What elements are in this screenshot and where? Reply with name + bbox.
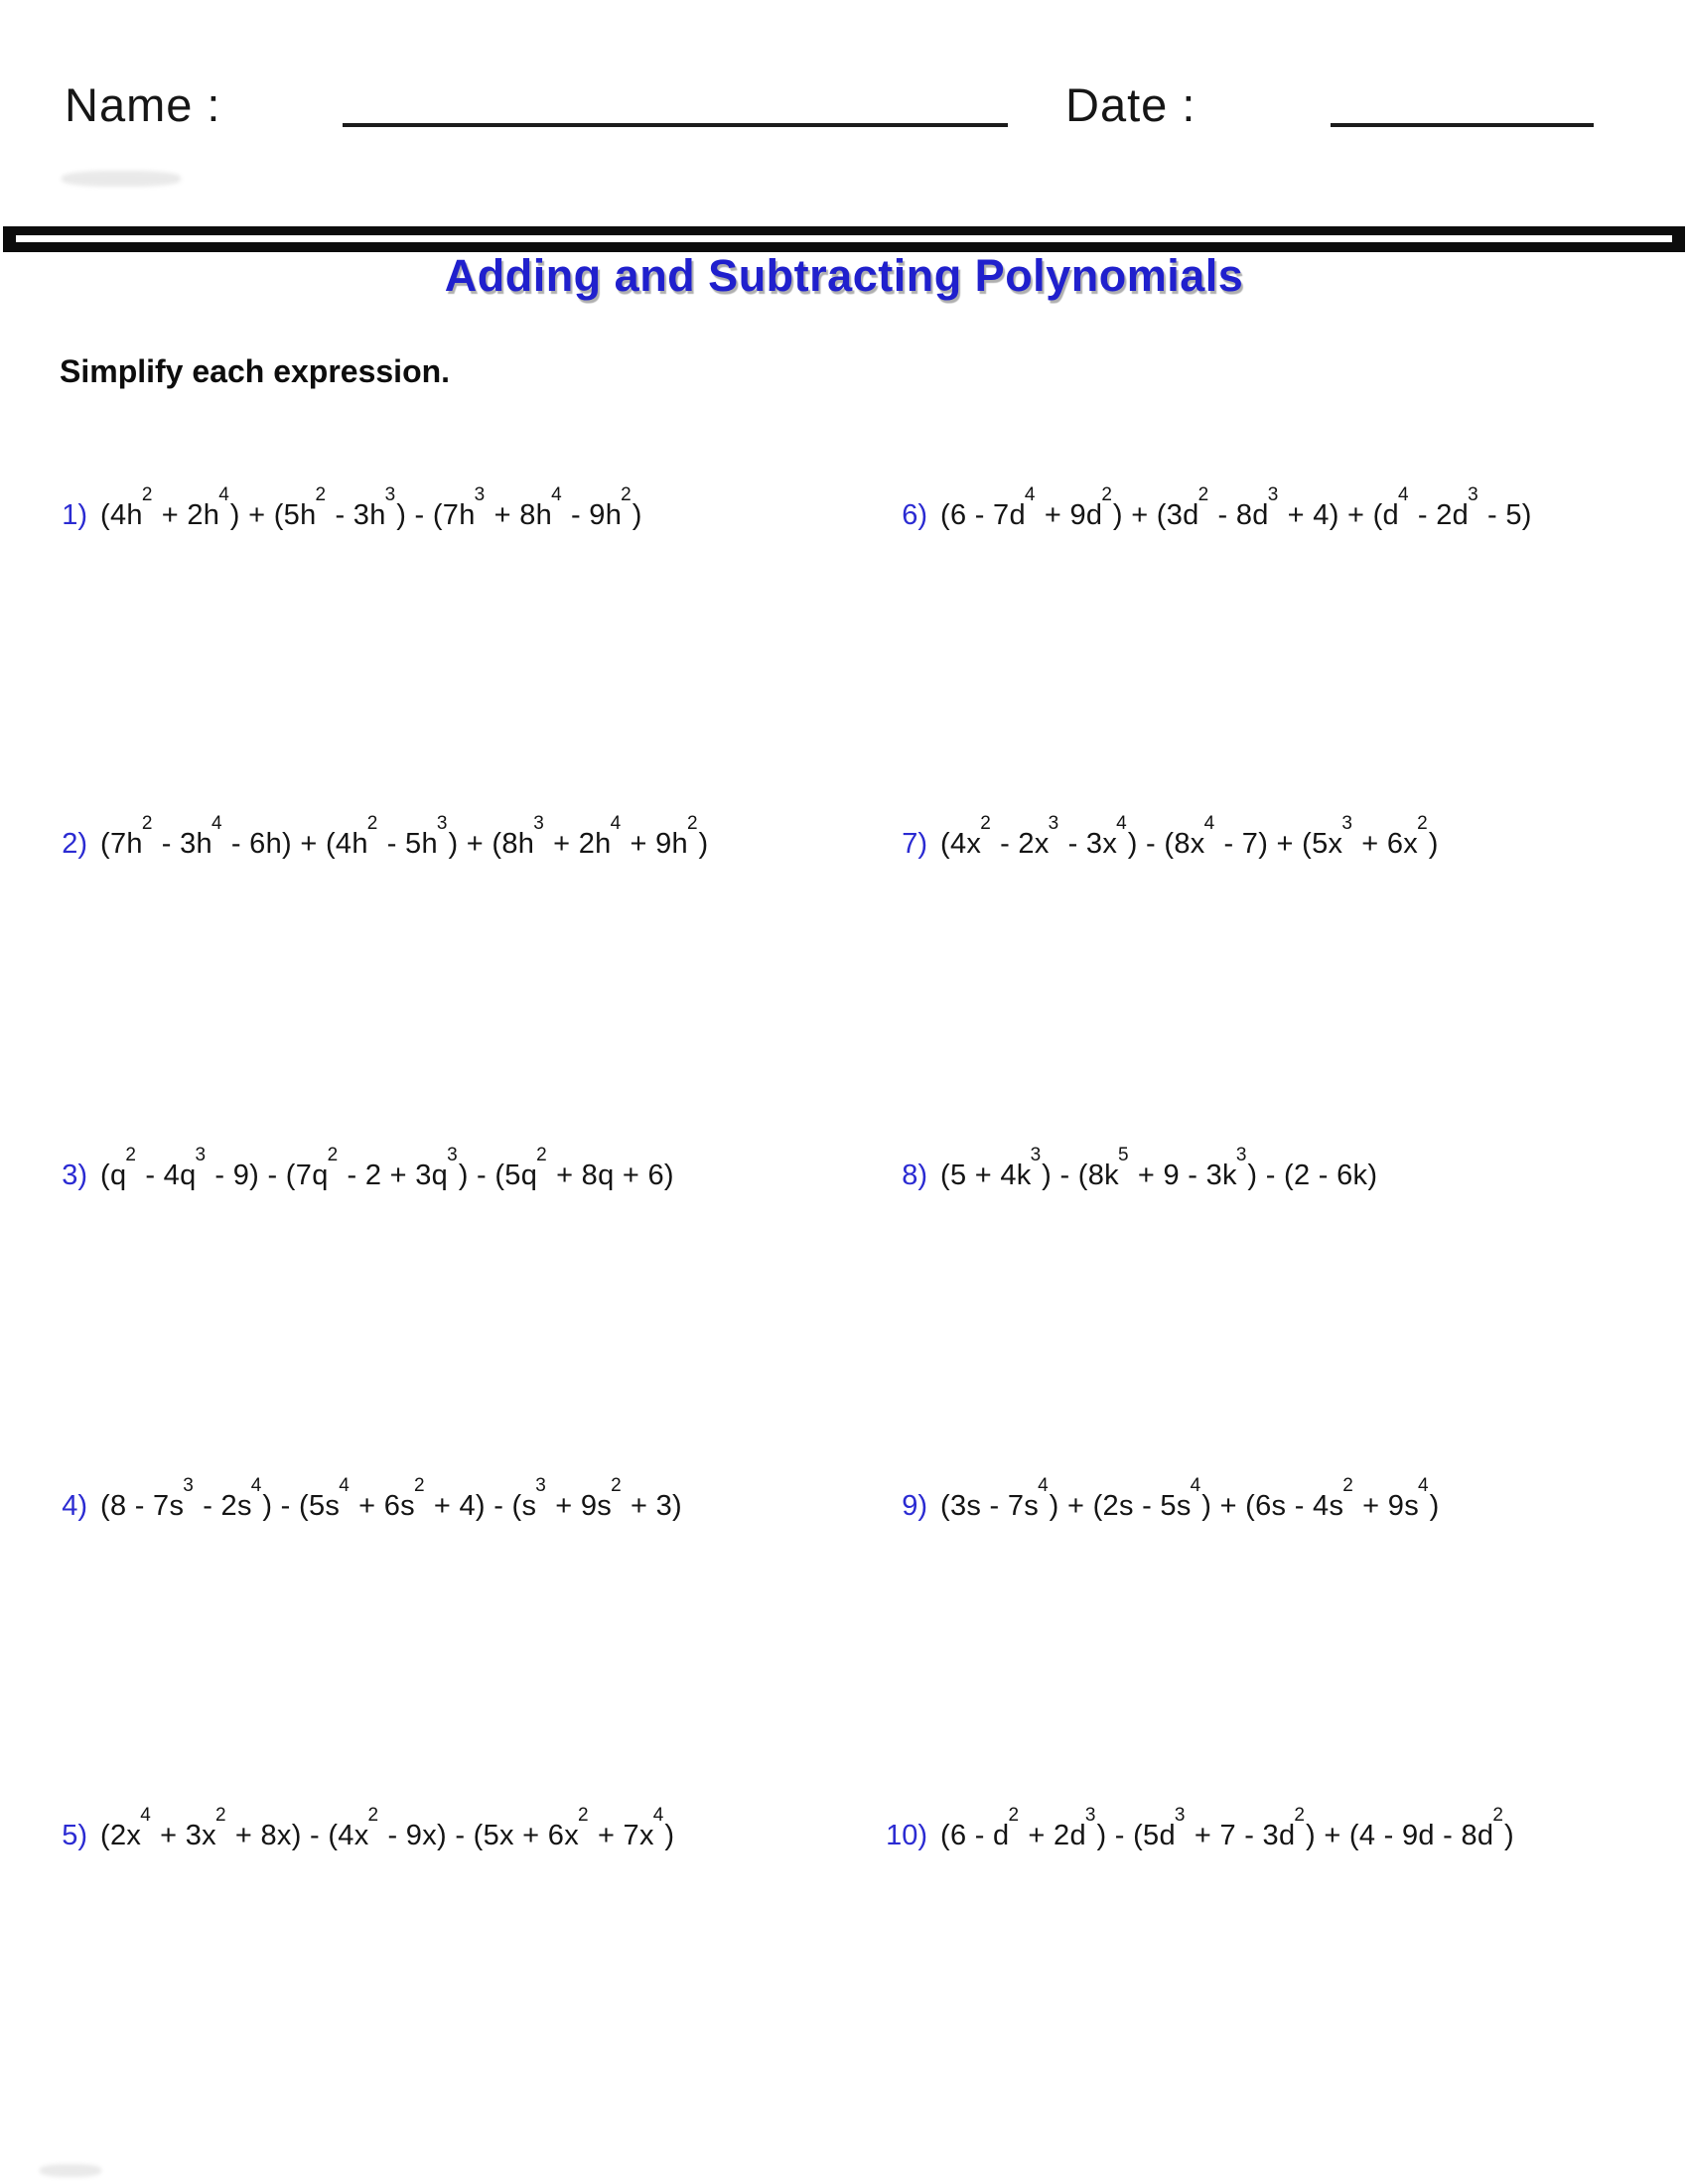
scan-smudge — [40, 2164, 101, 2177]
header-divider — [3, 226, 1685, 252]
problem-row — [30, 1475, 682, 1522]
date-blank-line — [1331, 123, 1594, 127]
date-label: Date : — [1065, 78, 1196, 131]
instruction-text: Simplify each expression. — [60, 353, 451, 389]
problem-row — [870, 1805, 1514, 1851]
name-label: Name : — [65, 78, 221, 131]
problem-expression: $(2x^4 + 3x^2 + 8x) - (4x^2 - 9x) - (5x + 6x^2 + 7x^4)$ — [100, 1805, 675, 1851]
problem-row — [30, 1805, 675, 1851]
problem-expression: $(q^2 - 4q^3 - 9) - (7q^2 - 2 + 3q^3) - (5q^2 + 8q + 6)$ — [100, 1145, 674, 1191]
name-blank-line — [343, 123, 1008, 127]
page-title: Adding and Subtracting Polynomials — [444, 250, 1244, 301]
problem-number: 3) — [62, 1160, 87, 1191]
problem-number: 5) — [62, 1820, 87, 1851]
problem-expression: $(6 - d^2 + 2d^3) - (5d^3 + 7 - 3d^2) + (4 - 9d - 8d^2)$ — [940, 1805, 1514, 1851]
problem-number: 4) — [62, 1490, 87, 1522]
problem-row — [870, 1475, 1440, 1522]
header-divider-inner-stripe — [16, 235, 1672, 242]
problem-row — [870, 813, 1439, 860]
problem-expression: $(3s - 7s^4) + (2s - 5s^4) + (6s - 4s^2 + 9s^4)$ — [940, 1475, 1440, 1522]
problem-number: 6) — [902, 499, 927, 531]
problem-expression: $(4h^2 + 2h^4) + (5h^2 - 3h^3) - (7h^3 + 8h^4 - 9h^2)$ — [100, 484, 642, 531]
problem-number: 9) — [902, 1490, 927, 1522]
problem-row — [870, 484, 1532, 531]
problem-expression: $(6 - 7d^4 + 9d^2) + (3d^2 - 8d^3 + 4) + (d^4 - 2d^3 - 5)$ — [940, 484, 1532, 531]
problem-number: 8) — [902, 1160, 927, 1191]
problem-expression: $(5 + 4k^3) - (8k^5 + 9 - 3k^3) - (2 - 6k)$ — [940, 1145, 1378, 1191]
problem-row — [30, 1145, 674, 1191]
problem-row — [870, 1145, 1378, 1191]
problem-number: 10) — [886, 1820, 927, 1851]
scan-smudge — [62, 171, 181, 187]
problem-expression: $(4x^2 - 2x^3 - 3x^4) - (8x^4 - 7) + (5x^3 + 6x^2)$ — [940, 813, 1439, 860]
problem-expression: $(7h^2 - 3h^4 - 6h) + (4h^2 - 5h^3) + (8h^3 + 2h^4 + 9h^2)$ — [100, 813, 709, 860]
problem-expression: $(8 - 7s^3 - 2s^4) - (5s^4 + 6s^2 + 4) - (s^3 + 9s^2 + 3)$ — [100, 1475, 682, 1522]
problem-number: 2) — [62, 828, 87, 860]
problem-number: 7) — [902, 828, 927, 860]
problem-row — [30, 484, 642, 531]
problem-number: 1) — [62, 499, 87, 531]
problem-row — [30, 813, 709, 860]
